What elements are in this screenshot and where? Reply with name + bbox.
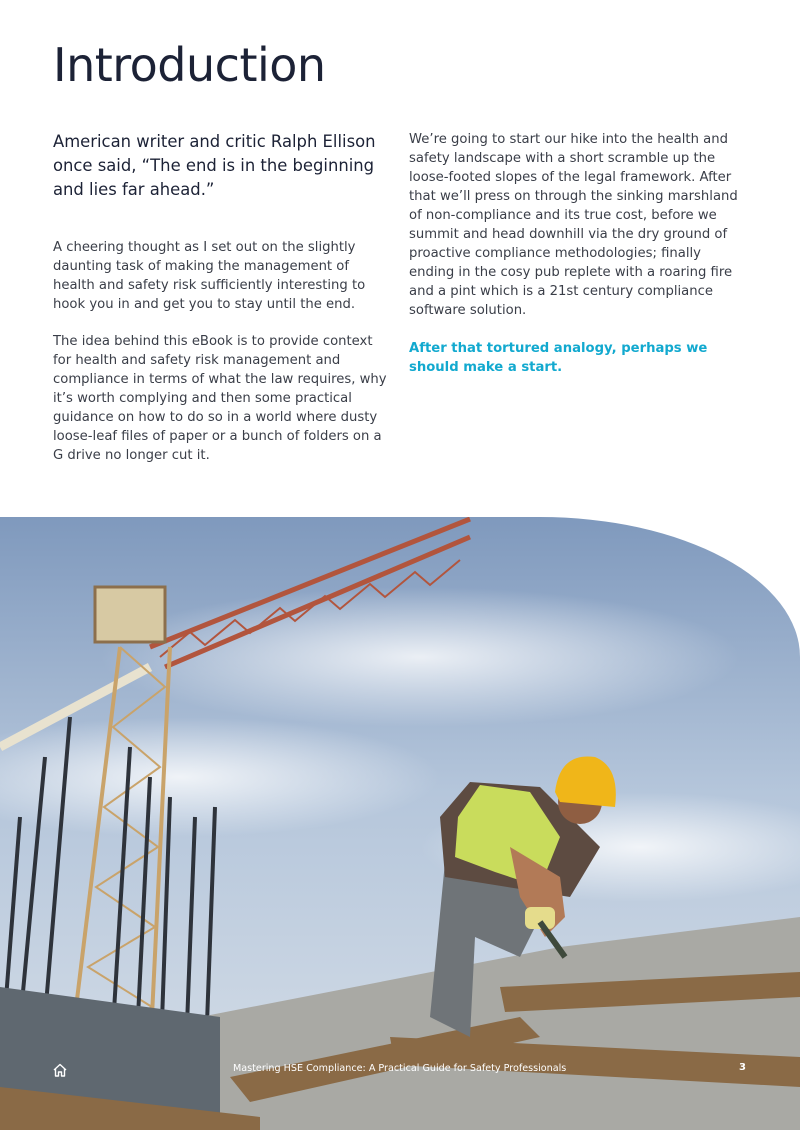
intro-paragraph-1: A cheering thought as I set out on the slightly daunting task of making the management of health and safety risk sufficiently interesting to hook you in and get you to stay until the end. xyxy=(53,240,366,312)
page-number: 3 xyxy=(739,1062,746,1073)
page-title: Introduction xyxy=(53,38,326,92)
footer-document-title: Mastering HSE Compliance: A Practical Guide for Safety Professionals xyxy=(233,1063,567,1074)
footer xyxy=(0,1058,800,1082)
hike-paragraph: We’re going to start our hike into the health and safety landscape with a short scramble up the loose-footed slopes of the legal framework. After that we’ll press on through the sinking marshland of non-compliance and its true cost, before we summit and head downhill via the dry ground of proactive compliance methodologies; finally ending in the cosy pub replete with a roaring fire and a pint which is a 21st century compliance software solution. xyxy=(409,132,738,318)
right-column xyxy=(409,130,749,377)
left-column xyxy=(53,130,388,465)
lead-quote: American writer and critic Ralph Ellison once said, “The end is in the beginning and lies far ahead.” xyxy=(53,132,376,199)
home-icon[interactable] xyxy=(52,1062,68,1078)
highlight-text: After that tortured analogy, perhaps we should make a start. xyxy=(409,341,708,375)
construction-worker-photo xyxy=(0,517,800,1130)
intro-paragraph-2: The idea behind this eBook is to provide context for health and safety risk management and compliance in terms of what the law requires, why it’s worth complying and then some practical guidance on how to do so in a world where dusty loose-leaf files of paper or a bunch of folders on a G drive no longer cut it. xyxy=(53,334,387,463)
